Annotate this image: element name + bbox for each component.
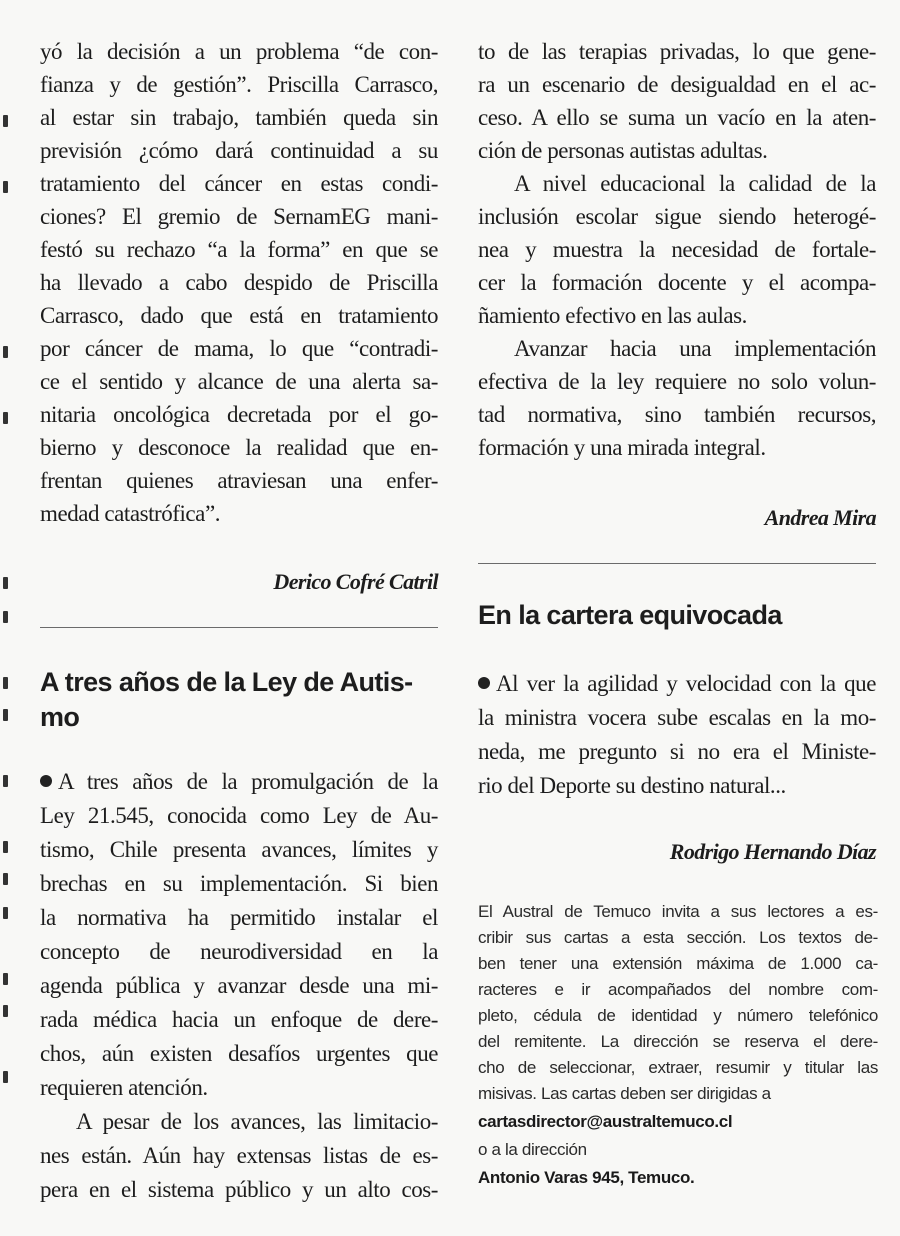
text-line: festó su rechazo “a la forma” en que se <box>40 237 438 262</box>
text-line: pera en el sistema público y un alto cos- <box>40 1177 438 1202</box>
letter-headline: mo <box>40 702 80 732</box>
text-line: tratamiento del cáncer en estas condi- <box>40 171 438 196</box>
text-line: ha llevado a cabo despido de Priscilla <box>40 270 438 295</box>
text-line: ce el sentido y alcance de una alerta sa- <box>40 369 438 394</box>
notice-line: ben tener una extensión máxima de 1.000 ca- <box>478 954 878 973</box>
text-line: rio del Deporte su destino natural... <box>478 773 786 798</box>
letter-signature: Andrea Mira <box>764 505 876 530</box>
text-line: ñamiento efectivo en las aulas. <box>478 303 747 328</box>
text-line: nea y muestra la necesidad de fortale- <box>478 237 876 262</box>
text-line: formación y una mirada integral. <box>478 435 766 460</box>
text-line: nitaria oncológica decretada por el go- <box>40 402 438 427</box>
text-line: ción de personas autistas adultas. <box>478 138 768 163</box>
text-line: Avanzar hacia una implementación <box>514 336 876 361</box>
text-line: ra un escenario de desigualdad en el ac- <box>478 72 876 97</box>
text-line: ciones? El gremio de SernamEG mani- <box>40 204 438 229</box>
text-line: concepto de neurodiversidad en la <box>40 939 438 964</box>
adjacent-page-edge <box>0 0 14 1236</box>
text-line: ceso. A ello se suma un vacío en la aten- <box>478 105 876 130</box>
text-line: bierno y desconoce la realidad que en- <box>40 435 438 460</box>
notice-line: o a la dirección <box>478 1140 587 1159</box>
text-line: Carrasco, dado que está en tratamiento <box>40 303 438 328</box>
text-line: efectiva de la ley requiere no solo volun- <box>478 369 876 394</box>
notice-line: del remitente. La dirección se reserva el dere- <box>478 1032 878 1051</box>
text-line: medad catastrófica”. <box>40 501 220 526</box>
contact-email: cartasdirector@australtemuco.cl <box>478 1112 733 1131</box>
text-line: frentan quienes atraviesan una enfer- <box>40 468 438 493</box>
text-line: requieren atención. <box>40 1075 208 1100</box>
letter-signature: Derico Cofré Catril <box>273 569 438 594</box>
text-line: fianza y de gestión”. Priscilla Carrasco, <box>40 72 438 97</box>
letter-signature: Rodrigo Hernando Díaz <box>669 839 876 864</box>
text-line: A tres años de la promulgación de la <box>58 769 438 794</box>
postal-address: Antonio Varas 945, Temuco. <box>478 1168 695 1187</box>
notice-line: cho de seleccionar, extraer, resumir y titular las <box>478 1058 878 1077</box>
text-line: brechas en su implementación. Si bien <box>40 871 438 896</box>
text-line: nes están. Aún hay extensas listas de es- <box>40 1143 438 1168</box>
text-line: yó la decisión a un problema “de con- <box>40 39 438 64</box>
notice-line: misivas. Las cartas deben ser dirigidas a <box>478 1084 771 1103</box>
letter-headline: En la cartera equivocada <box>478 600 782 630</box>
text-line: la normativa ha permitido instalar el <box>40 905 438 930</box>
text-line: Al ver la agilidad y velocidad con la que <box>496 671 876 696</box>
text-line: A nivel educacional la calidad de la <box>514 171 876 196</box>
text-line: inclusión escolar sigue siendo heterogé- <box>478 204 876 229</box>
text-line: rada médica hacia un enfoque de dere- <box>40 1007 438 1032</box>
text-line: agenda pública y avanzar desde una mi- <box>40 973 438 998</box>
text-line: to de las terapias privadas, lo que gene- <box>478 39 876 64</box>
text-line: neda, me pregunto si no era el Ministe- <box>478 739 876 764</box>
section-divider <box>40 627 438 628</box>
notice-line: cribir sus cartas a esta sección. Los textos de- <box>478 928 878 947</box>
text-line: tismo, Chile presenta avances, límites y <box>40 837 438 862</box>
bullet-icon <box>40 775 52 787</box>
text-line: previsión ¿cómo dará continuidad a su <box>40 138 438 163</box>
text-line: al estar sin trabajo, también queda sin <box>40 105 438 130</box>
notice-line: racteres e ir acompañados del nombre com- <box>478 980 878 999</box>
text-line: por cáncer de mama, lo que “contradi- <box>40 336 438 361</box>
text-line: cer la formación docente y el acompa- <box>478 270 876 295</box>
text-line: chos, aún existen desafíos urgentes que <box>40 1041 438 1066</box>
notice-line: El Austral de Temuco invita a sus lectores a es- <box>478 902 878 921</box>
text-line: la ministra vocera sube escalas en la mo- <box>478 705 876 730</box>
bullet-icon <box>478 677 490 689</box>
text-line: tad normativa, sino también recursos, <box>478 402 876 427</box>
letter-headline: A tres años de la Ley de Autis- <box>40 667 413 697</box>
text-line: Ley 21.545, conocida como Ley de Au- <box>40 803 438 828</box>
text-line: A pesar de los avances, las limitacio- <box>76 1109 438 1134</box>
section-divider <box>478 563 876 564</box>
notice-line: pleto, cédula de identidad y número telefónico <box>478 1006 878 1025</box>
